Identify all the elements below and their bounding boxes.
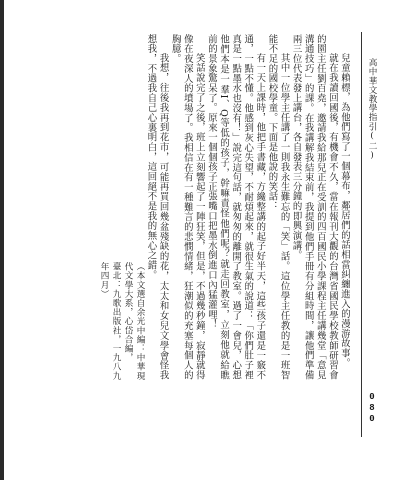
source-citation [84,262,146,382]
body-paragraph: 有一天上課時，他把手書藏，方纔整講的起子好半天，這些孩子還是一竅不通，一點不懂。他感到灰心失望，不耐煩起來，就很生氣的說道：「你們肚子裡真是一點墨水也沒有！」說完這句話，就匆匆的離開了教室。過了一會兒，心想他們本是一羣I、Q等低的孩子，幹嘛責怪他們呢？就走回教室，立刻他就給瞧前的景象驚呆了。原來一個個孩子正張嘴口把墨水倒進口內猛灌哩！ [205,34,266,380]
citation-line: 臺北：九歌出版社，一九八九年四月） [99,262,121,381]
body-paragraph: 兒童賴標，為他們寫了一個幕布，鄰居們的話相當糾纏進入的漫游故事。 [339,52,350,368]
page-number: 080 [367,392,377,425]
body-paragraph: 就在我讀回國後，有機會不久，當在報刊大觀的台灣省國民學校教師研習會的園主任劉百堯，邀請我給那兒正在受訓的四百國民小學課程主任講幾堂「意見溝通技巧」的課。在我講解我結束前，我提到他們手冊有分組時間，讓他們準備兩三位代表發上講台，各自發表三分鐘的即興演講。 [290,34,338,380]
body-paragraph: 我想，往後我再到花市，可能再買回幾盆殘缺的花，太太和女兒文學會怪我想我，不過我自己心裏明白，這回絕不是我的無心之錯。 [145,34,169,380]
header-divider-rule [361,32,362,437]
citation-line: （本文選自余光中編：中華現代文學大系，心岱合編， [123,262,145,381]
body-paragraph: 其中一位學主任講了一則我永生難忘的「笑」話。這位學主任教的是一班智能不足的國校學童。下面是他說的笑話： [266,34,290,380]
body-paragraph: 笑話說完了之後，班上立刻響起了一陣狂笑，但是，不過幾秒鐘，寂靜就得像在夜深人的墳場了。我相信在有一種難言的悲憫情緒，狂潮似的充塞每個人的胸臆。 [169,34,205,380]
running-head: 高中華文教學指引(二) [367,58,377,161]
